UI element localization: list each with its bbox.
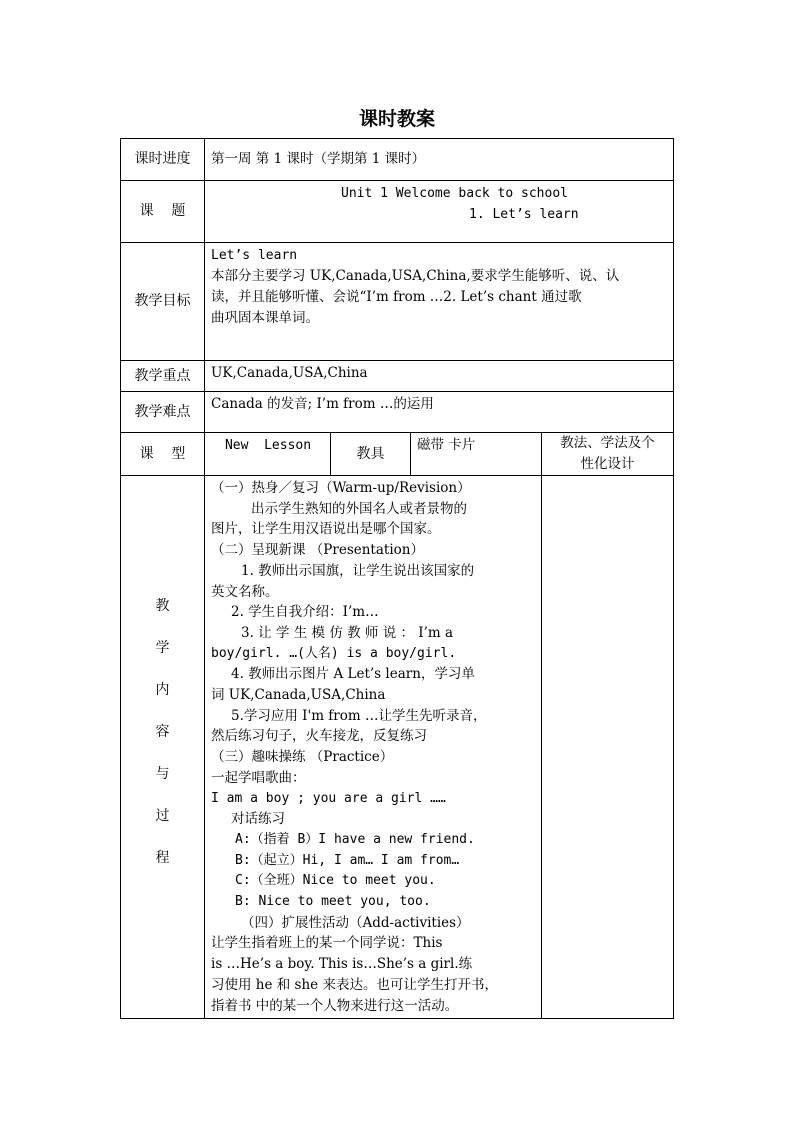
goal-line-1: Let’s learn <box>211 248 298 263</box>
value-tools: 磁带 卡片 <box>411 433 542 476</box>
content-line: 5.学习应用 I'm from …让学生先听录音， <box>231 707 487 724</box>
content-line: 然后练习句子，火车接龙，反复练习 <box>211 728 427 745</box>
page-title: 课时教案 <box>358 108 435 130</box>
label-content-char-3: 内 <box>155 682 170 698</box>
label-key: 教学重点 <box>121 361 205 392</box>
label-content <box>121 476 205 1019</box>
content-line: 对话练习 <box>231 811 285 828</box>
content-line: （三）趣味操练 （Practice） <box>211 749 394 766</box>
label-topic: 课 题 <box>121 181 205 243</box>
content-line: 出示学生熟知的外国名人或者景物的 <box>251 500 467 517</box>
label-content-char-7: 程 <box>155 850 170 866</box>
content-line: 一起学唱歌曲： <box>211 769 306 786</box>
topic-section: 1. Let’s learn <box>469 207 579 222</box>
value-topic <box>205 181 674 243</box>
label-content-char-6: 过 <box>155 808 170 824</box>
value-key: UK,Canada,USA,China <box>205 361 674 392</box>
content-line: A:（指着 B）I have a new friend. <box>235 831 475 847</box>
content-line: 指着书 中的某一个人物来进行这一活动。 <box>211 997 459 1014</box>
value-goal <box>205 243 674 361</box>
goal-line-4: 曲巩固本课单词。 <box>211 310 319 326</box>
content-line: 英文名称。 <box>211 583 279 600</box>
content-line: 3. 让 学 生 模 仿 教 师 说 ： I’m a <box>241 624 454 641</box>
goal-line-3: 读，并且能够听懂、会说“I’m from …2. Let’s chant 通过歌 <box>211 289 582 305</box>
label-content-char-4: 容 <box>155 724 170 740</box>
content-line: （四）扩展性活动（Add-activities） <box>241 914 470 931</box>
content-line: 习使用 he 和 she 来表达。也可让学生打开书， <box>211 976 498 993</box>
content-line: 让学生指着班上的某一个同学说：This <box>211 935 443 952</box>
content-line: B: Nice to meet you, too. <box>235 894 431 910</box>
content-line: C:（全班）Nice to meet you. <box>235 873 436 889</box>
lesson-plan-table <box>120 138 674 1019</box>
label-content-char-2: 学 <box>155 640 170 656</box>
content-line: B:（起立）Hi, I am… I am from… <box>235 852 460 868</box>
label-goal: 教学目标 <box>121 243 205 361</box>
row-type <box>121 433 674 476</box>
label-method: 教法、学法及个性化设计 <box>542 433 674 476</box>
content-line: （一）热身／复习（Warm-up/Revision） <box>211 480 471 496</box>
row-difficulty <box>121 392 674 433</box>
label-tools: 教具 <box>331 433 411 476</box>
content-line: I am a boy ; you are a girl …… <box>211 790 446 806</box>
row-progress <box>121 139 674 181</box>
content-line: is …He’s a boy. This is…She’s a girl.练 <box>211 956 473 973</box>
row-key <box>121 361 674 392</box>
content-line: （二）呈现新课 （Presentation） <box>211 542 424 559</box>
row-goal <box>121 243 674 361</box>
content-line: 4. 教师出示图片 A Let’s learn，学习单 <box>231 666 475 683</box>
value-content <box>205 476 542 1019</box>
label-difficulty: 教学难点 <box>121 392 205 433</box>
value-type: New Lesson <box>205 433 331 476</box>
goal-line-2: 本部分主要学习 UK,Canada,USA,China,要求学生能够听、说、认 <box>211 268 620 284</box>
content-line: boy/girl. …(人名) is a boy/girl. <box>211 645 457 661</box>
content-line: 词 UK,Canada,USA,China <box>211 687 386 704</box>
content-line: 图片，让学生用汉语说出是哪个国家。 <box>211 521 441 538</box>
row-topic <box>121 181 674 243</box>
value-difficulty: Canada 的发音; I’m from …的运用 <box>205 392 674 433</box>
value-progress: 第一周 第 1 课时（学期第 1 课时） <box>205 139 674 181</box>
content-line: 2. 学生自我介绍：I’m… <box>231 604 379 621</box>
label-type: 课 型 <box>121 433 205 476</box>
content-line: 1. 教师出示国旗，让学生说出该国家的 <box>241 562 475 579</box>
method-notes-cell <box>542 476 674 1019</box>
topic-unit: Unit 1 Welcome back to school <box>341 186 568 201</box>
label-content-char-1: 教 <box>155 598 170 614</box>
label-content-char-5: 与 <box>155 766 170 782</box>
label-progress: 课时进度 <box>121 139 205 181</box>
row-content <box>121 476 674 1019</box>
